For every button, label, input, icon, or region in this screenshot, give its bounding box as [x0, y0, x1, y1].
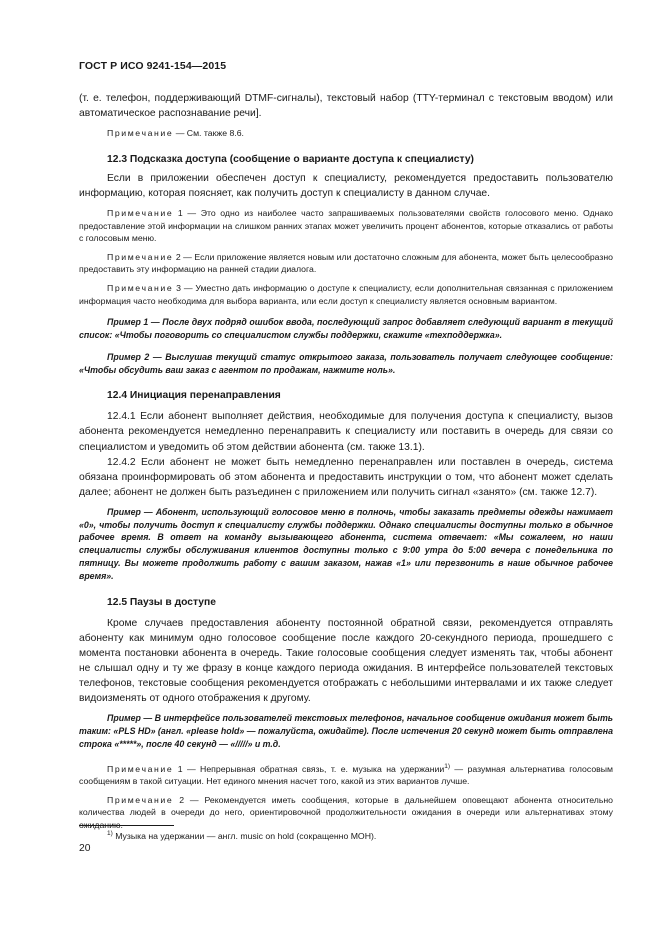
note: Примечание — См. также 8.6.: [107, 128, 244, 139]
note-2-pauses: Примечание 2 — Рекомендуется иметь сообщения, которые в дальнейшем оповещают абонента относительно количества людей в очереди до него, ориентировочной продолжительности ожидания в очереди или альтернативах этому ожиданию.: [79, 794, 613, 830]
note-2: Примечание 2 — Если приложение является новым или достаточно сложным для абонента, может быть целесообразно предоставить эту информацию на ранней стадии диалога.: [79, 251, 613, 275]
page-content: [79, 91, 613, 832]
note-label: Примечание: [107, 251, 174, 262]
example-2: Пример 2 — Выслушав текущий статус открытого заказа, пользователь получает следующее сообщение: «Чтобы обсудить ваш заказ с агентом по продажам, нажмите ноль».: [79, 351, 613, 375]
note-label: Примечание: [107, 763, 174, 774]
continuation-paragraph: (т. е. телефон, поддерживающий DTMF-сигналы), текстовый набор (TTY-терминал с текстовым вводом) или автоматическое распознавание речи].: [79, 93, 613, 120]
section-12-4-title: 12.4 Инициация перенаправления: [107, 390, 281, 402]
footnote: $^{1)}$ Музыка на удержании — англ. music on hold (сокращенно МОН).: [107, 830, 377, 841]
section-12-4-2-paragraph: 12.4.2 Если абонент не может быть немедленно перенаправлен или поставлен в очередь, система обязана проинформировать об этом абонента и предоставить инструкции о том, что абонент может сделать далее; абонент не должен быть разъединен с приложением или получить сигнал «занято» (см. также 12.7).: [79, 456, 613, 498]
note-1-pauses: Примечание 1 — Непрерывная обратная связь, т. е. музыка на удержании$^{1)}$ — разумная альтернатива голосовым сообщениям в такой ситуации. Нет единого мнения насчет того, какой из этих вариантов лучше.: [79, 762, 613, 787]
note-label: Примечание: [107, 128, 174, 139]
section-12-5-paragraph: Кроме случаев предоставления абоненту постоянной обратной связи, рекомендуется отправлять абоненту как минимум одно голосовое сообщение после каждого 20-секундного периода, прошедшего с момента постановки абонента в очередь. Такие голосовые сообщения следует изменять так, чтобы абонент не слышал одну и ту же фразу в конце каждого периода ожидания. В интерфейсе пользователей текстовых телефонов, текстовые сообщения рекомендуется отображать с небольшими интервалами и их также следует видоизменять от одного отображения к другому.: [79, 617, 613, 705]
example-12-4: Пример — Абонент, использующий голосовое меню в полночь, чтобы заказать предметы одежды нажимает «0», чтобы получить доступ к специалисту службы поддержки. Однако специалисты доступны только в обычное рабочее время. В ответ на команду вызывающего абонента, система отвечает: «Мы сожалеем, но наши специалисты службы обслуживания клиентов доступны только с 9:00 утра до 5:00 вечера с понедельника по пятницу. Вы можете продолжить работу с вашим заказом, нажав «1» или перезвонить в наше обычное рабочее время».: [79, 506, 613, 581]
footnote-mark: 1): [107, 830, 113, 838]
footnote-ref: 1): [444, 762, 451, 770]
section-12-5-title: 12.5 Паузы в доступе: [107, 596, 216, 608]
note-label: Примечание: [107, 207, 174, 218]
section-12-4-1-paragraph: 12.4.1 Если абонент выполняет действия, необходимые для получения доступа к специалисту, вызов абонента рекомендуется немедленно перенаправить к специалисту или поставить в очередь для связи со специалистом и уведомить об этом действии абонента (см. также 13.1).: [79, 411, 613, 453]
note-label: Примечание: [107, 282, 174, 293]
section-12-3-paragraph: Если в приложении обеспечен доступ к специалисту, рекомендуется предоставить пользователю информацию, которая поясняет, как получить доступ к специалисту в данном случае.: [79, 172, 613, 199]
note-1: Примечание 1 — Это одно из наиболее часто запрашиваемых пользователями свойств голосового меню. Однако предоставление этой информации на слишком ранних этапах может увеличить процент абонентов, которые отказались от работы с голосовым меню.: [79, 207, 613, 244]
example-1: Пример 1 — После двух подряд ошибок ввода, последующий запрос добавляет следующий вариант в текущий список: «Чтобы поговорить со специалистом службы поддержки, скажите «техподдержка».: [79, 317, 613, 340]
document-header: ГОСТ Р ИСО 9241-154—2015: [79, 60, 227, 72]
note-3: Примечание 3 — Уместно дать информацию о доступе к специалисту, если дополнительная связанная с приложением информация часто необходима для выбора варианта, или если доступ к специалисту является основным вариантом.: [79, 282, 613, 306]
note-label: Примечание: [107, 794, 174, 805]
section-12-3-title: 12.3 Подсказка доступа (сообщение о варианте доступа к специалисту): [107, 153, 474, 165]
footnote-divider: [79, 825, 174, 826]
page-number: 20: [79, 843, 91, 854]
example-12-5: Пример — В интерфейсе пользователей текстовых телефонов, начальное сообщение ожидания может быть таким: «PLS HD» (англ. «please hold» — пожалуйста, ожидайте). После истечения 20 секунд может быть отправлена строка «*****», после 40 секунд — «/////» и т.д.: [79, 713, 613, 749]
